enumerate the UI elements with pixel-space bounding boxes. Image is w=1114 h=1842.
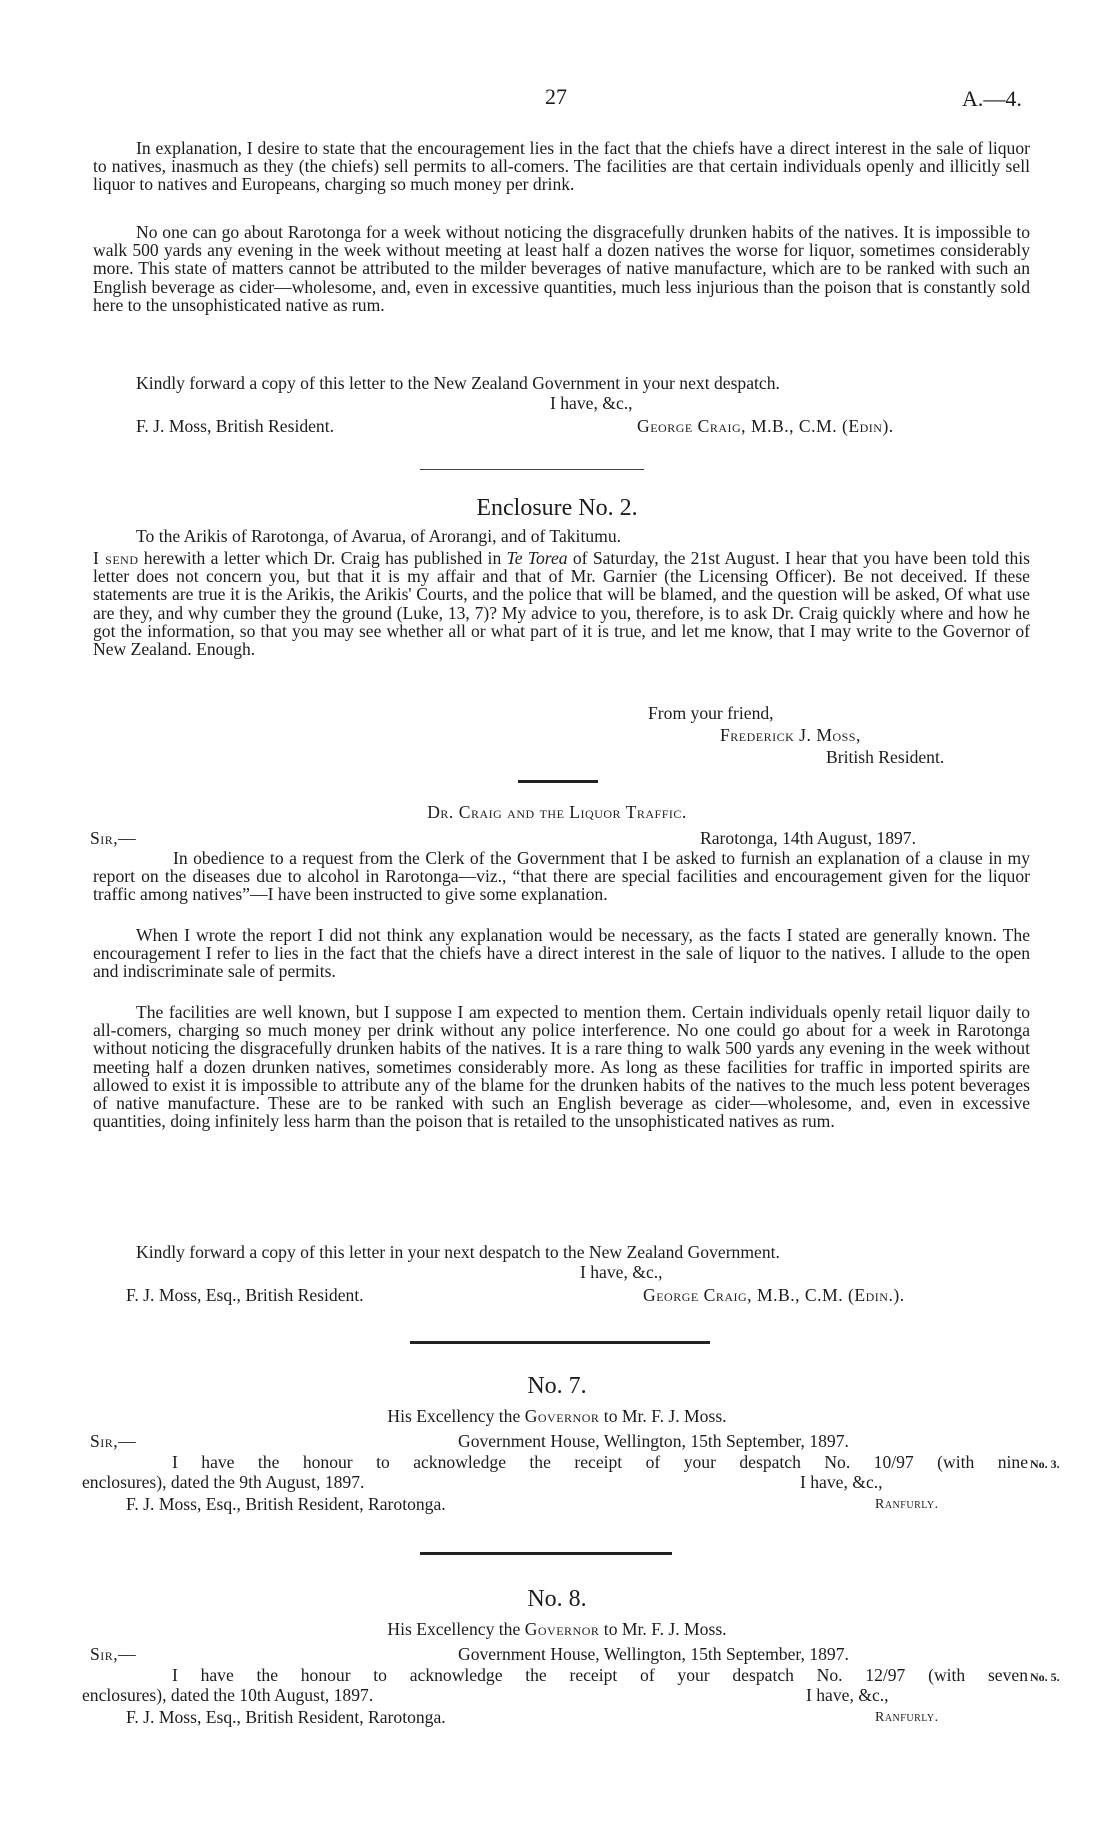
letter1-addressee: F. J. Moss, British Resident. [136,416,335,436]
no8-subtitle-b: to Mr. F. J. Moss. [599,1619,727,1639]
craig-letter-title: Dr. Craig and the Liquor Traffic. [427,802,687,822]
enclosure2-signature-name: Frederick J. Moss, [720,725,861,745]
no7-addressee: F. J. Moss, Esq., British Resident, Rarotonga. [126,1494,446,1514]
section-divider [518,780,598,783]
no8-salutation: Sir,— [90,1644,137,1664]
craig-letter-addressee: F. J. Moss, Esq., British Resident. [126,1285,364,1305]
no7-margin-note: No. 3. [1030,1457,1060,1471]
no7-body-line-2: enclosures), dated the 9th August, 1897. [82,1472,365,1492]
document-reference: A.—4. [962,86,1022,111]
te-torea-title: Te Torea [506,548,568,568]
no8-title: No. 8. [527,1586,587,1612]
no8-subtitle-governor: Governor [524,1619,600,1639]
no8-body-line-2: enclosures), dated the 10th August, 1897. [82,1685,374,1705]
craig-letter-paragraph-4: Kindly forward a copy of this letter in your next despatch to the New Zealand Government. [136,1242,780,1262]
no8-place-date: Government House, Wellington, 15th September, 1897. [458,1644,849,1664]
craig-letter-salutation: Sir,— [90,828,137,848]
letter1-paragraph-3: Kindly forward a copy of this letter to the New Zealand Government in your next despatch. [136,373,780,393]
no7-subtitle [0,1406,1114,1426]
enclosure2-signature-title: British Resident. [826,747,945,767]
no8-addressee: F. J. Moss, Esq., British Resident, Rarotonga. [126,1707,446,1727]
no7-closing: I have, &c., [800,1472,883,1492]
enclosure2-from: From your friend, [648,703,774,723]
no8-subtitle-a: His Excellency the [387,1619,525,1639]
letter1-paragraph-2: No one can go about Rarotonga for a week without noticing the disgracefully drunken habits of the natives. It is impossible to walk 500 yards any evening in the week without meeting at least half a dozen natives the worse for liquor, sometimes considerably more. This state of matters cannot be attributed to the milder beverages of native manufacture, which are to be ranked with such an English beverage as cider—wholesome, and, even in excessive quantities, much less injurious than the poison that is constantly sold here to the unsophisticated native as rum. [93,222,1030,315]
enclosure2-body [93,549,1030,658]
no7-subtitle-a: His Excellency the [387,1406,525,1426]
letter1-closing: I have, &c., [550,393,633,413]
no7-subtitle-governor: Governor [524,1406,600,1426]
letter1-paragraph-1: In explanation, I desire to state that the encouragement lies in the fact that the chiefs have a direct interest in the sale of liquor to natives, inasmuch as they (the chiefs) sell permits to all-comers. The facilities are that certain individuals openly and illicitly sell liquor to natives and Europeans, charging so much money per drink. [93,138,1030,195]
no8-closing: I have, &c., [806,1685,889,1705]
section-divider [410,1341,710,1344]
no7-place-date: Government House, Wellington, 15th September, 1897. [458,1431,849,1451]
enclosure2-body-a: herewith a letter which Dr. Craig has published in [138,548,507,568]
no7-title: No. 7. [527,1373,587,1399]
no7-salutation: Sir,— [90,1431,137,1451]
letter1-signature: George Craig, M.B., C.M. (Edin). [637,416,894,436]
craig-letter-place-date: Rarotonga, 14th August, 1897. [700,828,917,848]
craig-letter-signature: George Craig, M.B., C.M. (Edin.). [643,1285,905,1305]
enclosure2-body-b: of Saturday, the 21st August. I hear that you have been told this letter does not concern you, but that it is my affair and that of Mr. Garnier (the Licensing Officer). Be not deceived. If these statements are true it is the Arikis, the Arikis' Courts, and the police that will be blamed, and the question will be asked, Of what use are they, and why cumber they the ground (Luke, 13, 7)? My advice to you, therefore, is to ask Dr. Craig quickly where and how he got the information, so that you may see whether all or what part of it is true, and let me know, that I may write to the Governor of New Zealand. Enough. [93,548,1030,660]
no7-signature: Ranfurly. [875,1497,939,1512]
enclosure2-title: Enclosure No. 2. [476,495,638,521]
page-number: 27 [545,84,567,109]
no8-subtitle [0,1619,1114,1639]
enclosure2-addressee: To the Arikis of Rarotonga, of Avarua, of Arorangi, and of Takitumu. [136,526,622,546]
no7-subtitle-b: to Mr. F. J. Moss. [599,1406,727,1426]
craig-letter-paragraph-2: When I wrote the report I did not think any explanation would be necessary, as the facts I stated are generally known. The encouragement I refer to lies in the fact that the chiefs have a direct interest in the sale of liquor to the natives. I allude to the open and indiscriminate sale of permits. [93,925,1030,982]
no7-body-line-1: I have the honour to acknowledge the receipt of your despatch No. 10/97 (with nine [172,1452,1028,1472]
section-divider [420,1552,672,1555]
section-divider [420,469,644,470]
enclosure2-send-word: I send [93,548,139,568]
craig-letter-paragraph-1: In obedience to a request from the Clerk of the Government that I be asked to furnish an explanation of a clause in my report on the diseases due to alcohol in Rarotonga—viz., “that there are special facilities and encouragement given for the liquor traffic among natives”—I have been instructed to give some explanation. [93,848,1030,905]
craig-letter-closing: I have, &c., [580,1262,663,1282]
craig-letter-paragraph-3: The facilities are well known, but I suppose I am expected to mention them. Certain individuals openly retail liquor daily to all-comers, charging so much money per drink without any police interference. No one could go about for a week in Rarotonga without noticing the disgracefully drunken habits of the natives. It is a rare thing to walk 500 yards any evening in the week without meeting half a dozen drunken natives, sometimes considerably more. As long as these facilities for traffic in imported spirits are allowed to exist it is impossible to attribute any of the blame for the drunken habits of the natives to the much less potent beverages of native manufacture. These are to be ranked with such an English beverage as cider—wholesome, and, even in excessive quantities, doing infinitely less harm than the poison that is retailed to the unsophisticated natives as rum. [93,1002,1030,1132]
no8-signature: Ranfurly. [875,1710,939,1725]
no8-body-line-1: I have the honour to acknowledge the receipt of your despatch No. 12/97 (with seven [172,1665,1028,1685]
no8-margin-note: No. 5. [1030,1670,1060,1684]
